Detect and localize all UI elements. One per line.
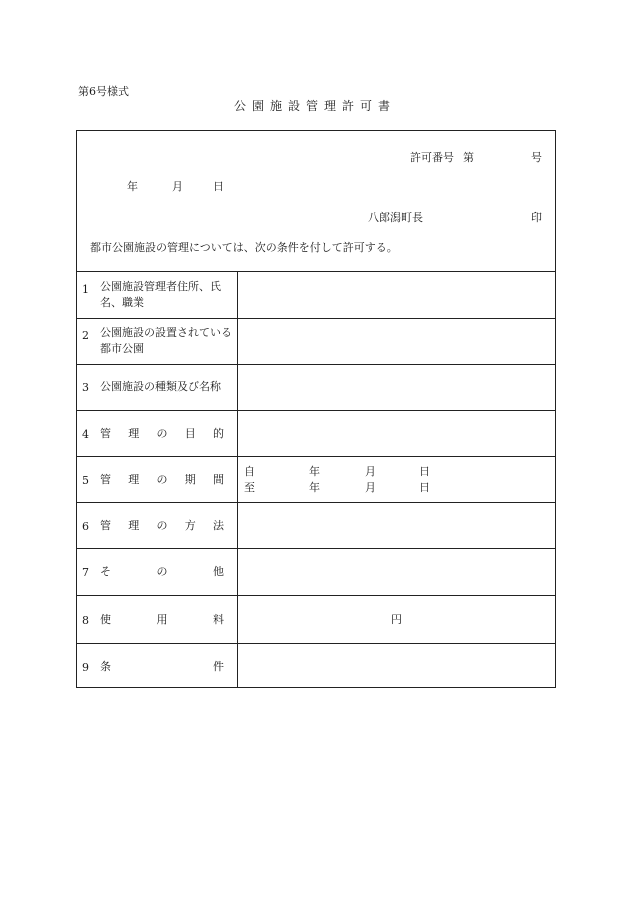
form-number: 第6号様式 [78, 85, 129, 98]
issuer-name: 八郎潟町長 [368, 211, 423, 224]
label-char: 理 [128, 473, 140, 486]
row-number: 4 [82, 428, 89, 441]
label-char: 条 [100, 660, 111, 673]
row-divider [76, 502, 556, 503]
row-label-period [100, 474, 224, 485]
label-char: 方 [184, 519, 196, 532]
label-char: 理 [128, 427, 140, 440]
row-label-park [100, 325, 236, 357]
row-number: 9 [82, 661, 89, 674]
row-divider [76, 548, 556, 549]
label-char: の [156, 519, 168, 532]
period-from-label: 自 [244, 465, 255, 478]
period-from-day: 日 [419, 465, 430, 478]
row-divider [76, 410, 556, 411]
label-char: 法 [213, 519, 224, 532]
row-divider [76, 456, 556, 457]
row-number: 3 [82, 381, 89, 394]
label-char: の [156, 565, 168, 578]
row-divider [76, 595, 556, 596]
row-divider [76, 364, 556, 365]
label-char: 期 [184, 473, 196, 486]
row-number: 6 [82, 520, 89, 533]
period-to-label: 至 [244, 481, 255, 494]
date-day-label: 日 [213, 180, 224, 193]
label-char: 管 [100, 473, 111, 486]
document-title: 公園施設管理許可書 [233, 99, 396, 113]
seal-mark: 印 [531, 211, 542, 224]
permit-number-suffix: 号 [531, 151, 542, 164]
label-char: 間 [213, 473, 224, 486]
label-char: の [156, 473, 168, 486]
date-year-label: 年 [127, 180, 138, 193]
row-number: 2 [82, 329, 89, 342]
label-char: 的 [213, 427, 224, 440]
label-char: の [156, 427, 168, 440]
label-line: 名、職業 [100, 296, 144, 309]
period-to-month: 月 [365, 481, 376, 494]
row-divider [76, 643, 556, 644]
permit-statement: 都市公園施設の管理については、次の条件を付して許可する。 [90, 241, 398, 254]
label-line: 公園施設管理者住所、氏 [100, 280, 221, 293]
permit-number-label: 許可番号 [410, 151, 454, 164]
row-number: 1 [82, 283, 89, 296]
period-to-day: 日 [419, 481, 430, 494]
period-from-month: 月 [365, 465, 376, 478]
label-line: 公園施設の設置されている [100, 326, 232, 339]
permit-number-prefix: 第 [463, 151, 474, 164]
fee-unit: 円 [391, 613, 402, 626]
label-line: 都市公園 [100, 342, 144, 355]
label-char: 用 [156, 613, 168, 626]
date-month-label: 月 [172, 180, 183, 193]
label-char: 管 [100, 427, 111, 440]
row-divider [76, 318, 556, 319]
label-char: 管 [100, 519, 111, 532]
row-label-purpose [100, 428, 224, 439]
label-char: 目 [184, 427, 196, 440]
column-divider [237, 272, 238, 688]
period-to-year: 年 [309, 481, 320, 494]
row-label-method [100, 520, 224, 531]
row-number: 5 [82, 474, 89, 487]
label-char: 使 [100, 613, 111, 626]
row-label-manager-info [100, 279, 236, 311]
permit-form-frame [76, 130, 556, 688]
label-char: 他 [213, 565, 224, 578]
label-char: 理 [128, 519, 140, 532]
label-char: 料 [213, 613, 224, 626]
label-char: そ [100, 565, 111, 578]
row-number: 7 [82, 566, 89, 579]
period-from-year: 年 [309, 465, 320, 478]
row-number: 8 [82, 614, 89, 627]
row-label-fee [100, 614, 224, 625]
row-label-facility-type: 公園施設の種類及び名称 [100, 380, 221, 393]
row-divider [76, 271, 556, 272]
label-char: 件 [213, 660, 224, 673]
row-label-other [100, 566, 224, 577]
row-label-conditions [100, 661, 224, 672]
